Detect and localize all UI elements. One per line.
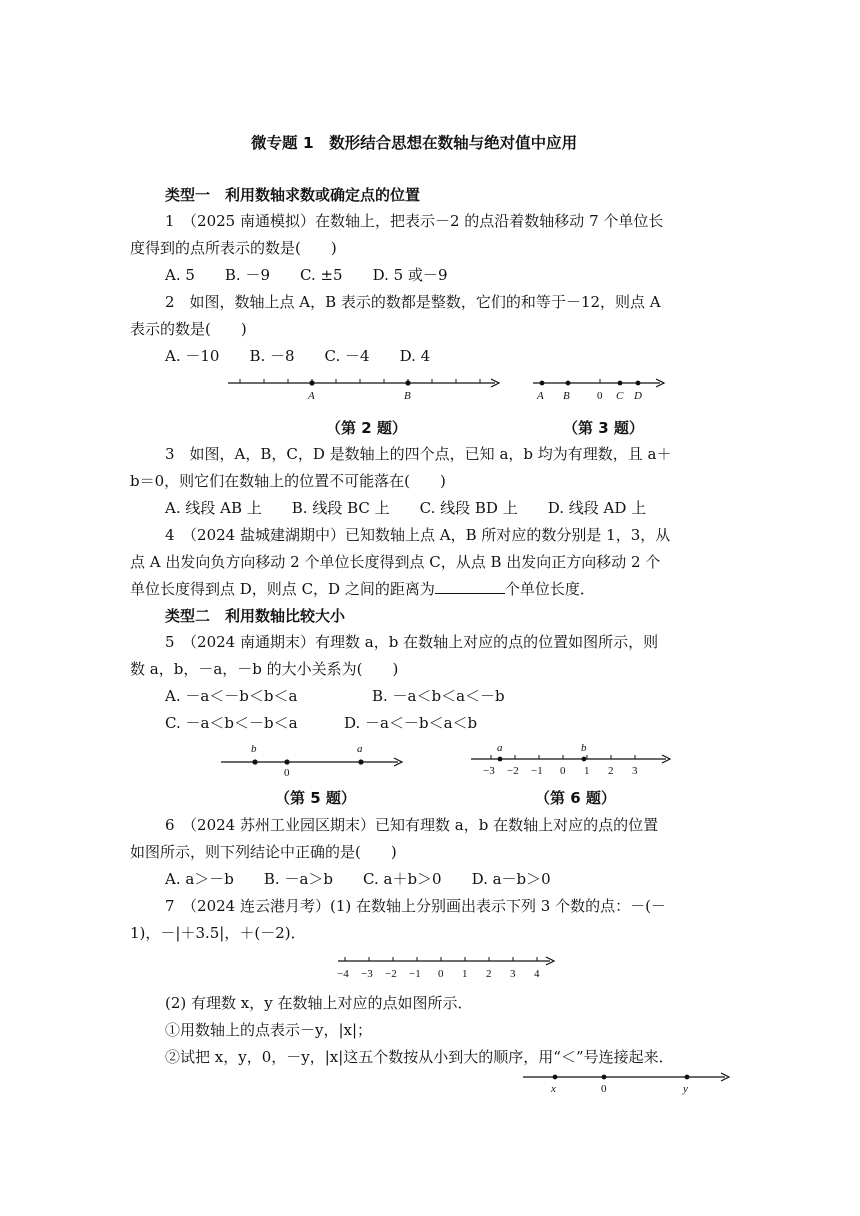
fig3-point-d xyxy=(636,381,641,386)
fig5-number-line xyxy=(218,740,408,778)
fig8-label-y: y xyxy=(683,1083,688,1095)
fig5-point-zero xyxy=(284,759,289,764)
q2-options: A. －10 B. －8 C. －4 D. 4 xyxy=(165,347,431,365)
fig6-tick-2: 2 xyxy=(608,765,614,777)
fig6-number-line xyxy=(468,740,678,780)
fig6-tick-neg3: −3 xyxy=(483,765,495,777)
fig5-point-b xyxy=(252,759,257,764)
section-heading-type1: 类型一 利用数轴求数或确定点的位置 xyxy=(165,186,421,204)
q4-line3-text-b: 个单位长度． xyxy=(504,580,595,598)
q5-option-c: C. －a＜b＜－b＜a xyxy=(165,714,298,732)
fig7-tick-neg4: −4 xyxy=(337,968,349,980)
fig3-number-line xyxy=(530,374,670,404)
fig6-tick-neg2: −2 xyxy=(507,765,519,777)
fig7-tick-4: 4 xyxy=(534,968,540,980)
q7-line2: 1)，－|＋3.5|，＋(－2)． xyxy=(130,924,306,942)
fig3-caption: （第 3 题） xyxy=(563,419,644,437)
fig8-label-zero: 0 xyxy=(601,1083,607,1095)
fig3-label-b: B xyxy=(563,390,570,402)
fig2-point-b xyxy=(405,380,410,385)
fig6-caption: （第 6 题） xyxy=(535,789,616,807)
fig5-label-zero: 0 xyxy=(284,767,290,779)
q4-line3-text-a: 单位长度得到点 D，则点 C，D 之间的距离为 xyxy=(130,580,435,598)
fig5-label-b: b xyxy=(251,743,257,755)
fig6-point-a xyxy=(498,757,503,762)
q2-line2: 表示的数是( ) xyxy=(130,320,247,338)
q3-line2: b＝0，则它们在数轴上的位置不可能落在( ) xyxy=(130,472,446,490)
fig5-point-a xyxy=(358,759,363,764)
fig3-label-d: D xyxy=(634,390,642,402)
fig2-caption: （第 2 题） xyxy=(326,419,407,437)
q5-line2: 数 a，b，－a，－b 的大小关系为( ) xyxy=(130,660,399,678)
fig7-tick-0: 0 xyxy=(438,968,444,980)
q7-line1: 7 （2024 连云港月考）(1) 在数轴上分别画出表示下列 3 个数的点：－(－ xyxy=(165,897,666,915)
fig6-tick-1: 1 xyxy=(584,765,590,777)
fig6-label-a: a xyxy=(497,742,503,754)
fig2-point-a xyxy=(309,380,314,385)
fig5-label-a: a xyxy=(357,743,363,755)
fig6-tick-0: 0 xyxy=(560,765,566,777)
q4-line3 xyxy=(130,579,595,599)
fig7-tick-1: 1 xyxy=(462,968,468,980)
fig3-label-c: C xyxy=(616,390,624,402)
fig6-point-b xyxy=(582,757,587,762)
fig3-point-a xyxy=(540,381,545,386)
section-heading-type2: 类型二 利用数轴比较大小 xyxy=(165,607,346,625)
q6-options: A. a＞－b B. －a＞b C. a＋b＞0 D. a－b＞0 xyxy=(165,870,551,888)
fig7-tick-2: 2 xyxy=(486,968,492,980)
fig7-tick-3: 3 xyxy=(510,968,516,980)
q5-option-a: A. －a＜－b＜b＜a xyxy=(165,687,298,705)
q1-options: A. 5 B. －9 C. ±5 D. 5 或－9 xyxy=(165,266,448,284)
q5-option-b: B. －a＜b＜a＜－b xyxy=(372,687,505,705)
q1-line2: 度得到的点所表示的数是( ) xyxy=(130,239,337,257)
fig3-point-c xyxy=(618,381,623,386)
q6-line2: 如图所示，则下列结论中正确的是( ) xyxy=(130,843,397,861)
fig7-tick-neg2: −2 xyxy=(385,968,397,980)
q3-line1: 3 如图，A，B，C，D 是数轴上的四个点，已知 a，b 均为有理数，且 a＋ xyxy=(165,445,672,463)
fig8-point-zero xyxy=(602,1075,607,1080)
q4-answer-blank[interactable] xyxy=(435,579,505,594)
q3-options: A. 线段 AB 上 B. 线段 BC 上 C. 线段 BD 上 D. 线段 AD 上 xyxy=(165,499,647,517)
fig7-number-line[interactable] xyxy=(335,950,560,982)
q5-line1: 5 （2024 南通期末）有理数 a，b 在数轴上对应的点的位置如图所示，则 xyxy=(165,633,659,651)
q7-part2-sub2: ②试把 x，y，0，－y，|x|这五个数按从小到大的顺序，用“＜”号连接起来． xyxy=(165,1048,674,1066)
fig6-tick-3: 3 xyxy=(632,765,638,777)
q5-option-d: D. －a＜－b＜a＜b xyxy=(344,714,478,732)
fig2-label-a: A xyxy=(308,390,315,402)
fig6-tick-neg1: −1 xyxy=(531,765,543,777)
q7-part2: (2) 有理数 x，y 在数轴上对应的点如图所示． xyxy=(165,994,473,1012)
fig8-point-y xyxy=(685,1075,690,1080)
fig6-label-b: b xyxy=(581,742,587,754)
fig8-label-x: x xyxy=(551,1083,556,1095)
fig3-point-b xyxy=(566,381,571,386)
fig8-point-x xyxy=(553,1075,558,1080)
fig2-number-line xyxy=(225,374,505,404)
q4-line2: 点 A 出发向负方向移动 2 个单位长度得到点 C，从点 B 出发向正方向移动 2 个 xyxy=(130,553,661,571)
fig3-label-a: A xyxy=(537,390,544,402)
fig3-label-zero: 0 xyxy=(597,390,603,402)
fig2-label-b: B xyxy=(404,390,411,402)
fig7-tick-neg3: −3 xyxy=(361,968,373,980)
q2-line1: 2 如图，数轴上点 A，B 表示的数都是整数，它们的和等于－12，则点 A xyxy=(165,293,661,311)
q1-line1: 1 （2025 南通模拟）在数轴上，把表示－2 的点沿着数轴移动 7 个单位长 xyxy=(165,212,664,230)
fig5-caption: （第 5 题） xyxy=(275,789,356,807)
q4-line1: 4 （2024 盐城建湖期中）已知数轴上点 A，B 所对应的数分别是 1，3，从 xyxy=(165,526,671,544)
q7-part2-sub1: ①用数轴上的点表示－y，|x|； xyxy=(165,1021,373,1039)
fig7-tick-neg1: −1 xyxy=(409,968,421,980)
fig8-number-line xyxy=(520,1068,735,1096)
page-title: 微专题 1 数形结合思想在数轴与绝对值中应用 xyxy=(251,134,578,152)
q6-line1: 6 （2024 苏州工业园区期末）已知有理数 a，b 在数轴上对应的点的位置 xyxy=(165,816,659,834)
